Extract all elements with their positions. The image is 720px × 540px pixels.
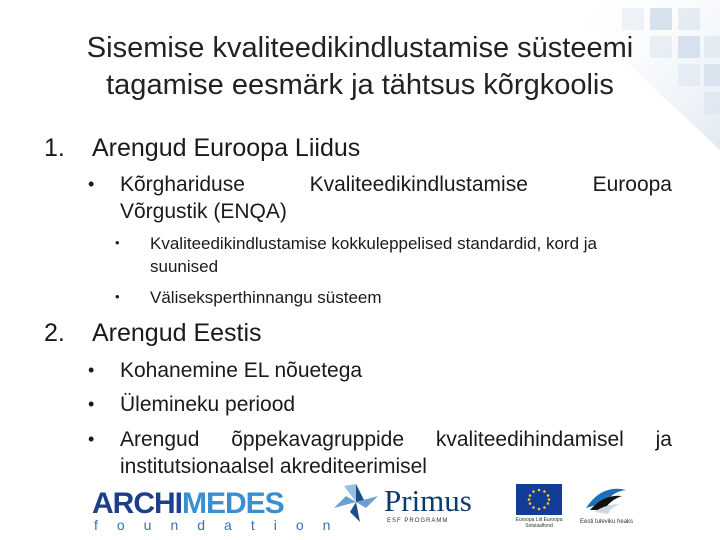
section-1-subitem-1-line-1: Kvaliteedikindlustamise kokkuleppelised standardid, kord ja	[150, 234, 597, 253]
archimedes-logo-part-2: MEDES	[182, 487, 284, 520]
eu-flag-icon	[516, 484, 562, 515]
eu-caption: Euroopa Liit Euroopa Sotsiaalfond	[515, 517, 563, 529]
section-1-sub-bullet-2: •	[115, 289, 120, 304]
section-2-bullet-2: •	[88, 394, 95, 414]
section-1-sub-bullet-1: •	[115, 235, 120, 250]
section-1-bullet: •	[88, 174, 95, 194]
archimedes-foundation-text: foundation	[94, 517, 350, 533]
primus-emblem-icon	[330, 480, 382, 524]
section-2-item-3-line-1: Arengud õppekavagruppide kvaliteedihindamisel ja	[120, 428, 672, 451]
section-1-heading: Arengud Euroopa Liidus	[92, 134, 361, 162]
section-1-item-line-2: Võrgustik (ENQA)	[120, 200, 287, 223]
section-2-number: 2.	[44, 319, 65, 347]
primus-subtitle: ESF PROGRAMM	[387, 518, 449, 524]
section-2-heading: Arengud Eestis	[92, 319, 262, 347]
estonia-future-logo-icon	[582, 482, 630, 516]
archimedes-logo-part-1: ARCHI	[92, 487, 182, 520]
section-2-item-2: Ülemineku periood	[120, 393, 296, 416]
slide-title-line-1: Sisemise kvaliteedikindlustamise süsteemi	[86, 32, 634, 64]
slide-title	[30, 30, 690, 104]
section-2-bullet-3: •	[88, 429, 95, 449]
section-1-subitem-1-line-2: suunised	[150, 257, 219, 276]
section-1-number: 1.	[44, 134, 65, 162]
section-2-item-1: Kohanemine EL nõuetega	[120, 359, 363, 382]
estonia-caption: Eesti tuleviku heaks	[580, 519, 634, 525]
section-2-item-3-line-2: institutsionaalsel akrediteerimisel	[120, 455, 427, 478]
section-1-subitem-2: Väliseksperthinnangu süsteem	[150, 288, 382, 307]
archimedes-logo	[92, 489, 284, 519]
slide-title-line-2: tagamise eesmärk ja tähtsus kõrgkoolis	[106, 69, 614, 101]
section-1-item-line-1: Kõrghariduse Kvaliteedikindlustamise Euroopa	[120, 173, 672, 196]
primus-logo-text: Primus	[384, 483, 472, 518]
section-2-bullet-1: •	[88, 360, 95, 380]
